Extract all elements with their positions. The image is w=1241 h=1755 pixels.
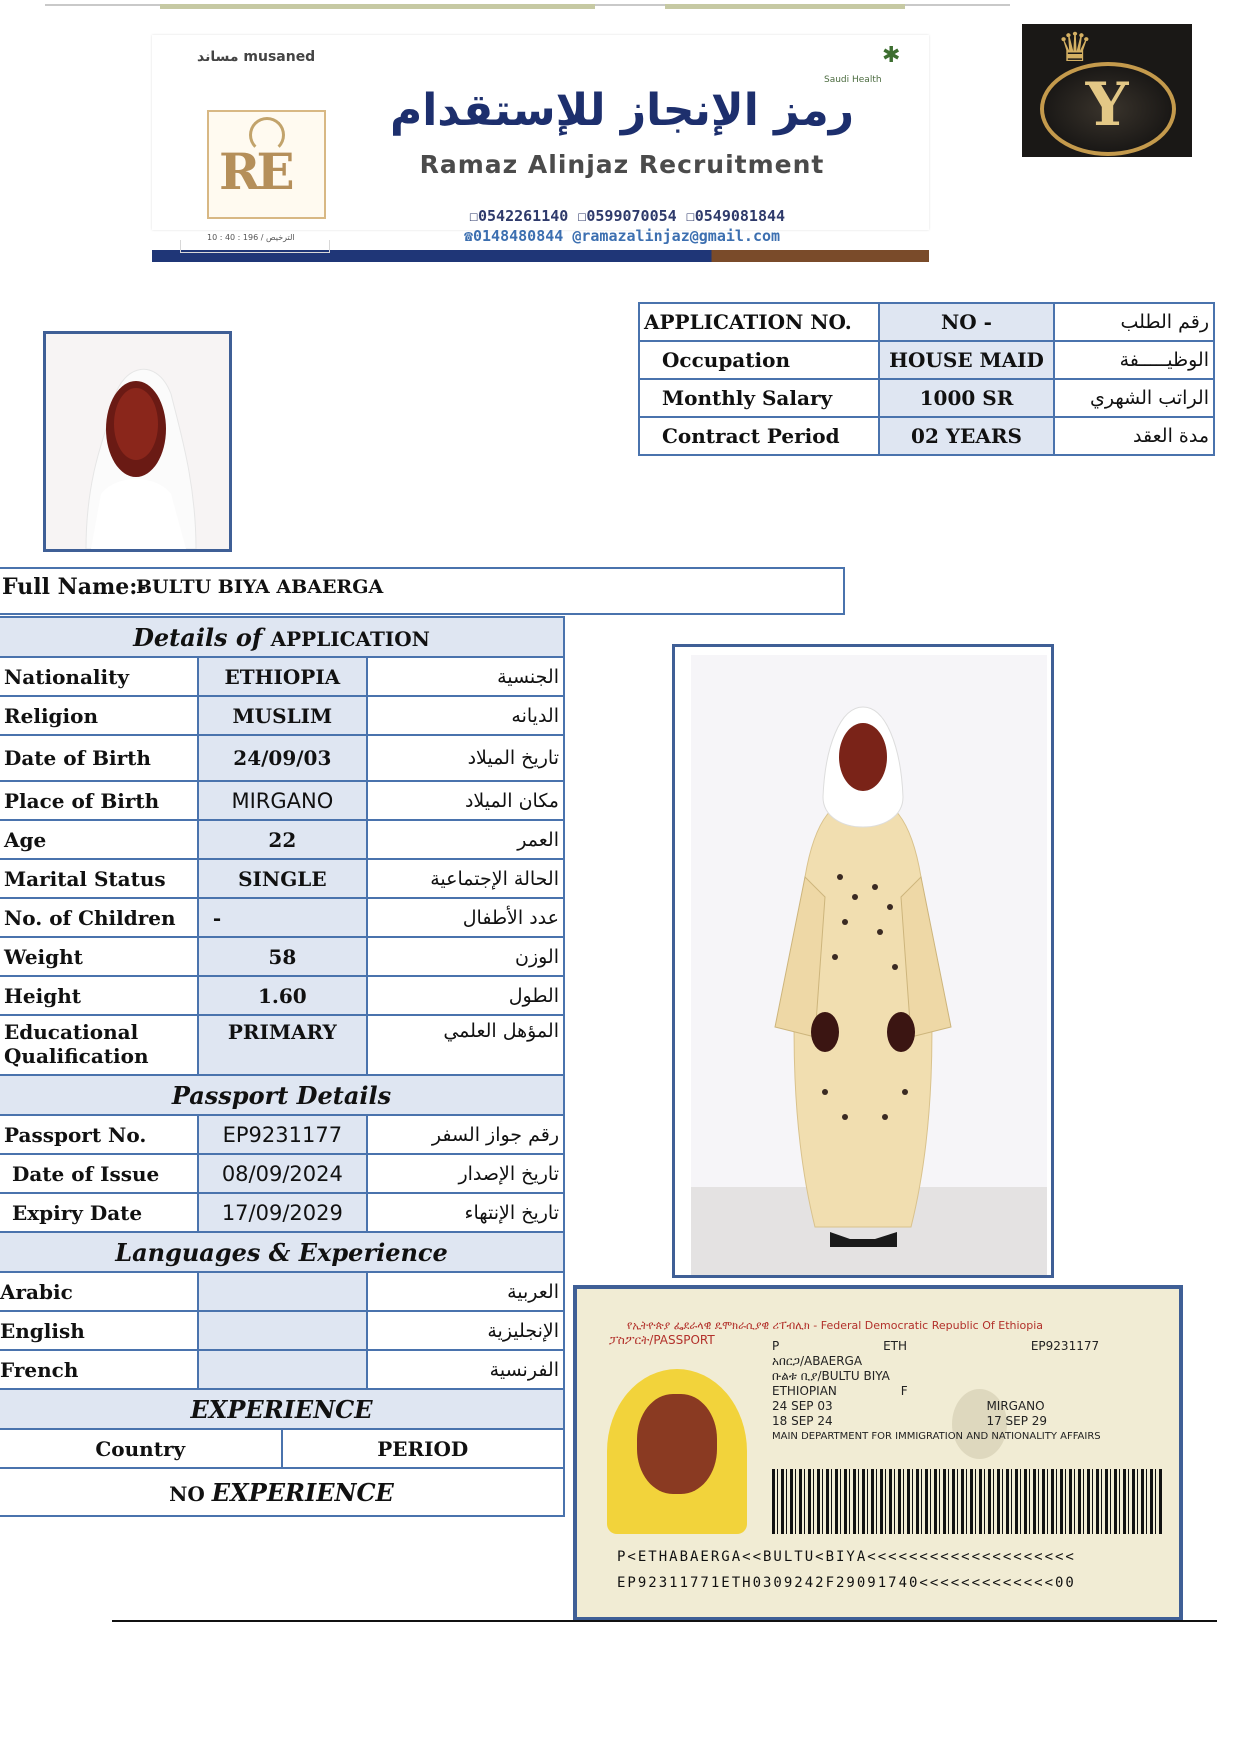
education-label: Educational Qualification [0,1015,198,1075]
health-logo: Saudi Health [824,75,882,85]
pob-label: Place of Birth [0,781,198,820]
app-no-label: APPLICATION NO. [639,303,879,341]
height-label: Height [0,976,198,1015]
experience-heading: EXPERIENCE [0,1389,564,1429]
arabic-value [198,1272,367,1311]
salary-label: Monthly Salary [639,379,879,417]
languages-heading: Languages & Experience [0,1232,564,1272]
french-label-ar: الفرنسية [367,1350,564,1389]
french-label: French [0,1350,198,1389]
details-table [0,616,565,1517]
no-experience [0,1468,564,1516]
occupation-label: Occupation [639,341,879,379]
company-name-ar: رمز الإنجاز للإستقدام [389,85,855,136]
full-body-photo [672,644,1054,1278]
bottom-rule [112,1620,1217,1622]
passport-country-code: ETH [883,1339,908,1353]
marital-label-ar: الحالة الإجتماعية [367,859,564,898]
crown-logo [1022,24,1192,157]
english-label-ar: الإنجليزية [367,1311,564,1350]
passport-heading: Passport Details [0,1075,564,1115]
details-heading-italic: Details of [133,622,263,652]
occupation-label-ar: الوظيـــــفة [1054,341,1214,379]
salary-label-ar: الراتب الشهري [1054,379,1214,417]
logo-letter: Y [1085,70,1129,140]
no-experience-plain: NO [169,1481,205,1506]
contract-value: 02 YEARS [879,417,1054,455]
dob-value: 24/09/03 [198,735,367,781]
expiry-label: Expiry Date [0,1193,198,1232]
marital-label: Marital Status [0,859,198,898]
passport-dob: 24 SEP 03 [772,1399,833,1413]
passport-number: EP9231177 [1030,1339,1100,1353]
passport-authority: MAIN DEPARTMENT FOR IMMIGRATION AND NATIONALITY AFFAIRS [772,1431,1101,1442]
app-no-label-ar: رقم الطلب [1054,303,1214,341]
pob-label-ar: مكان الميلاد [367,781,564,820]
passport-nationality: ETHIOPIAN [772,1384,837,1398]
issue-label: Date of Issue [0,1154,198,1193]
weight-value: 58 [198,937,367,976]
salary-value: 1000 SR [879,379,1054,417]
passport-photo [607,1369,747,1534]
passport-sex: F [900,1384,908,1398]
nationality-label-ar: الجنسية [367,657,564,696]
passport-fields [772,1339,1101,1444]
children-label: No. of Children [0,898,198,937]
religion-label-ar: الديانه [367,696,564,735]
full-name-label: Full Name:- [2,574,147,600]
age-value: 22 [198,820,367,859]
religion-label: Religion [0,696,198,735]
experience-period-header: PERIOD [377,1436,469,1461]
contract-label: Contract Period [639,417,879,455]
passport-mrz-2: EP92311771ETH0309242F29091740<<<<<<<<<<<<<00 [617,1575,1076,1591]
company-name-en: Ramaz Alinjaz Recruitment [419,150,825,179]
top-accent-1 [160,4,595,9]
experience-columns [0,1429,564,1468]
arabic-label: Arabic [0,1272,198,1311]
no-experience-italic: EXPERIENCE [211,1477,394,1507]
banner-tab [180,240,330,253]
full-name-bar [0,567,845,615]
details-heading [0,617,564,657]
passport-no-label-ar: رقم جواز السفر [367,1115,564,1154]
children-label-ar: عدد الأطفال [367,898,564,937]
nationality-label: Nationality [0,657,198,696]
passport-doc-label: ፓስፖርት/PASSPORT [609,1333,715,1347]
weight-label-ar: الوزن [367,937,564,976]
passport-no-value: EP9231177 [198,1115,367,1154]
marital-value: SINGLE [198,859,367,898]
english-label: English [0,1311,198,1350]
license-number: 10 : 40 : 196 / الترخيص [207,233,295,242]
issue-label-ar: تاريخ الإصدار [367,1154,564,1193]
musaned-logo: مساند musaned [197,49,316,65]
education-label-ar: المؤهل العلمي [367,1015,564,1075]
passport-scan [573,1285,1183,1621]
passport-mrz-1: P<ETHABAERGA<<BULTU<BIYA<<<<<<<<<<<<<<<<<<<< [617,1549,1076,1565]
dob-label-ar: تاريخ الميلاد [367,735,564,781]
age-label-ar: العمر [367,820,564,859]
passport-surname: አበርጋ/ABAERGA [772,1354,863,1368]
passport-header-en: Federal Democratic Republic Of Ethiopia [820,1319,1044,1332]
passport-place-of-birth: MIRGANO [986,1399,1045,1413]
nationality-value: ETHIOPIA [198,657,367,696]
passport-header: የኢትዮጵያ ፌደራላዊ ዴሞክራሲያዊ ሪፐብሊክ - Federal Democratic Republic Of Ethiopia [627,1319,1044,1332]
dob-label: Date of Birth [0,735,198,781]
passport-type: P [772,1339,780,1353]
passport-issue: 18 SEP 24 [772,1414,833,1428]
app-no-value: NO - [879,303,1054,341]
company-banner [152,35,929,245]
age-label: Age [0,820,198,859]
passport-given-name: ቡልቱ ቢያ/BULTU BIYA [772,1369,890,1383]
english-value [198,1311,367,1350]
application-table [638,302,1215,456]
passport-face [637,1394,717,1494]
company-phones: ☐0542261140 ☐0599070054 ☐0549081844 [468,207,786,225]
contract-label-ar: مدة العقد [1054,417,1214,455]
company-contacts: ☎0148480844 @ramazalinjaz@gmail.com [463,227,781,245]
issue-value: 08/09/2024 [198,1154,367,1193]
height-label-ar: الطول [367,976,564,1015]
experience-country-header: Country [0,1430,282,1467]
education-value: PRIMARY [198,1015,367,1075]
passport-expiry: 17 SEP 29 [986,1414,1048,1428]
children-value: - [198,898,367,937]
expiry-label-ar: تاريخ الإنتهاء [367,1193,564,1232]
top-accent-2 [665,4,905,9]
expiry-value: 17/09/2029 [198,1193,367,1232]
religion-value: MUSLIM [198,696,367,735]
french-value [198,1350,367,1389]
details-heading-plain: APPLICATION [270,626,430,651]
portrait-photo [43,331,232,552]
passport-header-am: የኢትዮጵያ ፌደራላዊ ዴሞክራሲያዊ ሪፐብሊክ [627,1319,810,1332]
arabic-label-ar: العربية [367,1272,564,1311]
passport-no-label: Passport No. [0,1115,198,1154]
occupation-value: HOUSE MAID [879,341,1054,379]
crown-icon: ♛ [1057,25,1093,71]
weight-label: Weight [0,937,198,976]
height-value: 1.60 [198,976,367,1015]
logo-letters: RE [219,142,291,201]
company-logo [207,110,326,219]
full-name-value: BULTU BIYA ABAERGA [136,576,384,598]
pob-value: MIRGANO [198,781,367,820]
passport-barcode [772,1469,1162,1534]
palm-icon: ✱ [882,43,901,68]
